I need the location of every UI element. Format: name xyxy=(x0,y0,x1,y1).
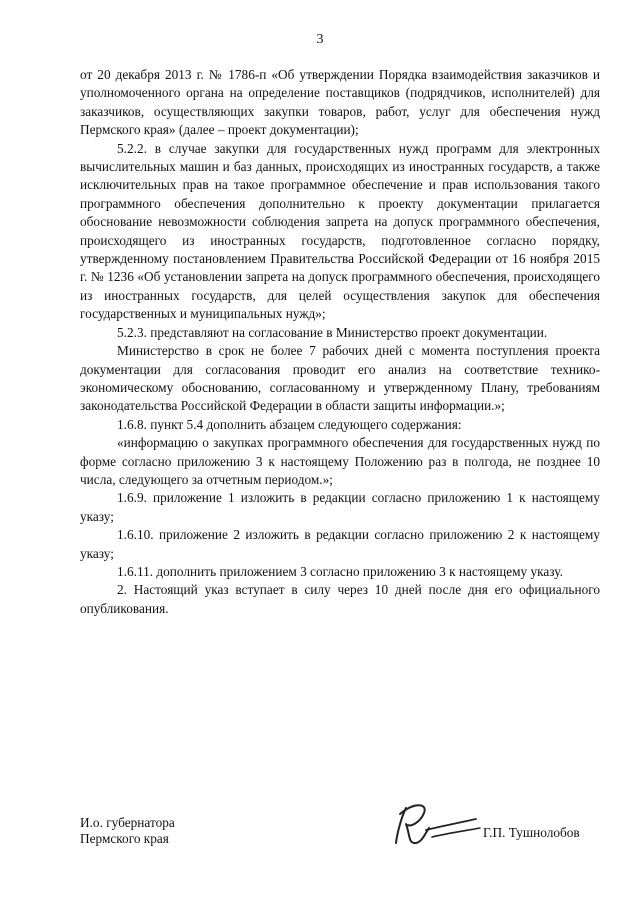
paragraph: 5.2.2. в случае закупки для государственных нужд программ для электронных вычислительных машин и баз данных, происходящих из иностранных государств, а также исключительных прав на такое программное обеспечение и прав использования такого программного обеспечения дополнительно к проекту документации прилагается обоснование невозможности соблюдения запрета на допуск программного обеспечения, происходящего из иностранных государств, подготовленное согласно порядку, утвержденному постановлением Правительства Российской Федерации от 16 ноября 2015 г. № 1236 «Об установлении запрета на допуск программного обеспечения, происходящего из иностранных государств, для целей осуществления закупок для обеспечения государственных и муниципальных нужд»; xyxy=(80,140,600,322)
document-body xyxy=(80,66,600,618)
handwritten-signature xyxy=(392,800,484,850)
paragraph: «информацию о закупках программного обеспечения для государственных нужд по форме согласно приложению 3 к настоящему Положению раз в полгода, не позднее 10 числа, следующего за отчетным периодом.»; xyxy=(80,435,600,487)
paragraph: 2. Настоящий указ вступает в силу через 10 дней после дня его официального опубликования. xyxy=(80,582,600,616)
position-line: Пермского края xyxy=(80,831,169,846)
paragraph: 1.6.9. приложение 1 изложить в редакции согласно приложению 1 к настоящему указу; xyxy=(80,490,600,524)
paragraph: от 20 декабря 2013 г. № 1786-п «Об утверждении Порядка взаимодействия заказчиков и уполномоченного органа на определение поставщиков (подрядчиков, исполнителей) для заказчиков, осуществляющих закупки товаров, работ, услуг для обеспечения нужд Пермского края» (далее – проект документации); xyxy=(80,67,600,138)
paragraph: 1.6.8. пункт 5.4 дополнить абзацем следующего содержания: xyxy=(117,416,462,432)
paragraph: Министерство в срок не более 7 рабочих дней с момента поступления проекта документации для согласования проводит его анализ на соответствие технико-экономическому обоснованию, согласованному и утвержденному Плану, требованиям законодательства Российской Федерации в области защиты информации.»; xyxy=(80,343,600,414)
signer-name: Г.П. Тушнолобов xyxy=(483,825,580,840)
paragraph: 1.6.10. приложение 2 изложить в редакции согласно приложению 2 к настоящему указу; xyxy=(80,527,600,561)
paragraph: 1.6.11. дополнить приложением 3 согласно приложению 3 к настоящему указу. xyxy=(117,563,563,579)
signatory-position xyxy=(80,815,175,847)
page-number: 3 xyxy=(316,32,324,47)
position-line: И.о. губернатора xyxy=(80,815,175,830)
paragraph: 5.2.3. представляют на согласование в Министерство проект документации. xyxy=(117,324,548,340)
